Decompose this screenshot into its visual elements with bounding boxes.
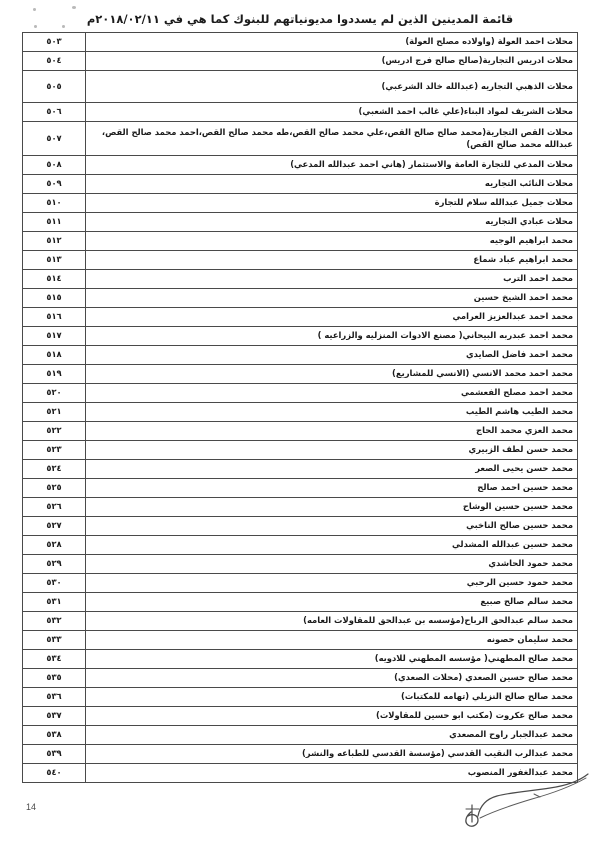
debtor-name-cell: محمد حمود الحاشدي — [86, 555, 578, 574]
table-row — [23, 669, 578, 688]
table-row — [23, 612, 578, 631]
debtor-number-cell: ٥٣٦ — [23, 688, 86, 707]
debtor-number-cell: ٥٠٥ — [23, 71, 86, 103]
debtor-number-cell: ٥١٦ — [23, 308, 86, 327]
debtor-name-cell: محمد حمود حسين الرحبي — [86, 574, 578, 593]
debtor-name-cell: محمد ابراهيم عباد شماع — [86, 251, 578, 270]
debtor-name-cell: محلات احمد العولة (واولاده مصلح العولة) — [86, 33, 578, 52]
table-row — [23, 156, 578, 175]
debtor-number-cell: ٥٠٣ — [23, 33, 86, 52]
debtor-name-cell: محمد حسن يحيى الصعر — [86, 460, 578, 479]
debtor-name-cell: محمد احمد محمد الانسي (الانسي للمشاريع) — [86, 365, 578, 384]
debtor-name-cell: محمد العزي محمد الحاج — [86, 422, 578, 441]
debtor-name-cell: محمد عبدالجبار راوح المصعدي — [86, 726, 578, 745]
debtors-table — [22, 32, 578, 783]
table-row — [23, 232, 578, 251]
debtor-name-cell: محمد صالح صالح النزيلي (تهامه للمكتبات) — [86, 688, 578, 707]
debtor-name-cell: محمد سالم عبدالحق الرباح(مؤسسه بن عبدالحق للمقاولات العامه) — [86, 612, 578, 631]
table-row — [23, 517, 578, 536]
debtor-number-cell: ٥٣٨ — [23, 726, 86, 745]
table-row — [23, 71, 578, 103]
debtor-number-cell: ٥٠٤ — [23, 52, 86, 71]
debtor-number-cell: ٥٠٧ — [23, 122, 86, 156]
debtor-number-cell: ٥٢٣ — [23, 441, 86, 460]
debtor-name-cell: محلات الشريف لمواد البناء(علي غالب احمد الشعبي) — [86, 103, 578, 122]
debtor-name-cell: محمد عبدالغفور المنصوب — [86, 764, 578, 783]
table-row — [23, 479, 578, 498]
debtor-name-cell: محمد احمد الترب — [86, 270, 578, 289]
table-row — [23, 764, 578, 783]
table-row — [23, 365, 578, 384]
debtor-number-cell: ٥٣٩ — [23, 745, 86, 764]
debtor-number-cell: ٥١٢ — [23, 232, 86, 251]
debtor-number-cell: ٥٣٧ — [23, 707, 86, 726]
debtor-number-cell: ٥٠٦ — [23, 103, 86, 122]
debtor-name-cell: محمد حسن لطف الزبيري — [86, 441, 578, 460]
table-row — [23, 498, 578, 517]
debtor-name-cell: محمد حسين عبدالله المشدلي — [86, 536, 578, 555]
debtor-name-cell: محلات الذهبي التجاريه (عبدالله خالد الشرعبي) — [86, 71, 578, 103]
debtor-name-cell: محمد حسين احمد صالح — [86, 479, 578, 498]
debtor-number-cell: ٥٣٠ — [23, 574, 86, 593]
debtor-number-cell: ٥١٣ — [23, 251, 86, 270]
table-row — [23, 460, 578, 479]
debtors-table-container — [22, 32, 578, 783]
debtor-name-cell: محمد حسين حسين الوشاح — [86, 498, 578, 517]
debtor-number-cell: ٥٢٩ — [23, 555, 86, 574]
debtor-name-cell: محلات المدعي للتجارة العامة والاستثمار (هاني احمد عبدالله المدعي) — [86, 156, 578, 175]
table-row — [23, 631, 578, 650]
debtor-name-cell: محمد ابراهيم الوجيه — [86, 232, 578, 251]
debtor-number-cell: ٥٤٠ — [23, 764, 86, 783]
debtor-name-cell: محمد سليمان حصونه — [86, 631, 578, 650]
table-row — [23, 593, 578, 612]
debtor-name-cell: محمد احمد عبدربه البيحاني( مصنع الادوات المنزليه والزراعيه ) — [86, 327, 578, 346]
table-row — [23, 688, 578, 707]
debtor-number-cell: ٥٢٤ — [23, 460, 86, 479]
debtor-name-cell: محمد الطيب هاشم الطيب — [86, 403, 578, 422]
debtor-number-cell: ٥٣٣ — [23, 631, 86, 650]
debtor-number-cell: ٥٠٩ — [23, 175, 86, 194]
table-row — [23, 270, 578, 289]
debtor-name-cell: محمد عبدالرب النقيب القدسي (مؤسسة القدسي للطباعه والنشر) — [86, 745, 578, 764]
debtor-number-cell: ٥١٧ — [23, 327, 86, 346]
debtor-number-cell: ٥١١ — [23, 213, 86, 232]
debtor-number-cell: ٥٢٠ — [23, 384, 86, 403]
debtor-name-cell: محلات النائب التجاريه — [86, 175, 578, 194]
table-row — [23, 213, 578, 232]
debtor-number-cell: ٥٢٦ — [23, 498, 86, 517]
debtor-name-cell: محمد احمد مصلح الفعشمي — [86, 384, 578, 403]
table-row — [23, 52, 578, 71]
debtor-number-cell: ٥٢٥ — [23, 479, 86, 498]
scan-speckle — [72, 6, 76, 9]
table-row — [23, 251, 578, 270]
page-number: 14 — [26, 802, 37, 812]
debtor-number-cell: ٥٣٥ — [23, 669, 86, 688]
table-row — [23, 555, 578, 574]
debtor-name-cell: محلات جميل عبدالله سلام للتجارة — [86, 194, 578, 213]
table-row — [23, 574, 578, 593]
table-row — [23, 384, 578, 403]
debtor-name-cell: محمد احمد الشيخ حسين — [86, 289, 578, 308]
table-row — [23, 175, 578, 194]
table-row — [23, 346, 578, 365]
debtor-name-cell: محمد احمد فاضل الصايدي — [86, 346, 578, 365]
debtor-number-cell: ٥١٥ — [23, 289, 86, 308]
table-row — [23, 308, 578, 327]
table-row — [23, 122, 578, 156]
table-row — [23, 726, 578, 745]
debtor-number-cell: ٥١٨ — [23, 346, 86, 365]
table-row — [23, 194, 578, 213]
debtor-number-cell: ٥١٠ — [23, 194, 86, 213]
debtors-table-body — [23, 33, 578, 783]
debtor-number-cell: ٥٣٢ — [23, 612, 86, 631]
debtor-number-cell: ٥٢١ — [23, 403, 86, 422]
table-row — [23, 650, 578, 669]
debtor-number-cell: ٥١٤ — [23, 270, 86, 289]
table-row — [23, 441, 578, 460]
debtor-name-cell: محمد صالح عكروت (مكتب ابو حسين للمقاولات) — [86, 707, 578, 726]
debtor-name-cell: محمد صالح المطهني( مؤسسه المطهني للادويه) — [86, 650, 578, 669]
page-title: قائمة المدينين الذين لم يسددوا مديونياتهم للبنوك كما هي في ٢٠١٨/٠٢/١١م — [86, 12, 514, 26]
debtor-number-cell: ٥٢٢ — [23, 422, 86, 441]
debtor-name-cell: محلات ادريس التجارية(صالح صالح فرج ادريس) — [86, 52, 578, 71]
table-row — [23, 403, 578, 422]
debtor-number-cell: ٥٣٤ — [23, 650, 86, 669]
debtor-name-cell: محمد حسين صالح الناخبي — [86, 517, 578, 536]
debtor-number-cell: ٥٢٧ — [23, 517, 86, 536]
debtor-number-cell: ٥٣١ — [23, 593, 86, 612]
debtor-name-cell: محمد صالح حسين الصعدي (محلات الصعدي) — [86, 669, 578, 688]
debtor-number-cell: ٥١٩ — [23, 365, 86, 384]
table-row — [23, 289, 578, 308]
table-row — [23, 33, 578, 52]
scan-speckle — [33, 8, 36, 11]
debtor-number-cell: ٥٠٨ — [23, 156, 86, 175]
table-row — [23, 745, 578, 764]
debtor-number-cell: ٥٢٨ — [23, 536, 86, 555]
debtor-name-cell: محلات القص التجارية(محمد صالح صالح القص،علي محمد صالح القص،طه محمد صالح القص،احمد محمد صالح القص، عبدالله محمد صالح القص) — [86, 122, 578, 156]
table-row — [23, 707, 578, 726]
debtor-name-cell: محمد سالم صالح صبيع — [86, 593, 578, 612]
table-row — [23, 422, 578, 441]
table-row — [23, 103, 578, 122]
table-row — [23, 327, 578, 346]
debtor-name-cell: محلات عبادي التجاريه — [86, 213, 578, 232]
table-row — [23, 536, 578, 555]
debtor-name-cell: محمد احمد عبدالعزيز العرامي — [86, 308, 578, 327]
